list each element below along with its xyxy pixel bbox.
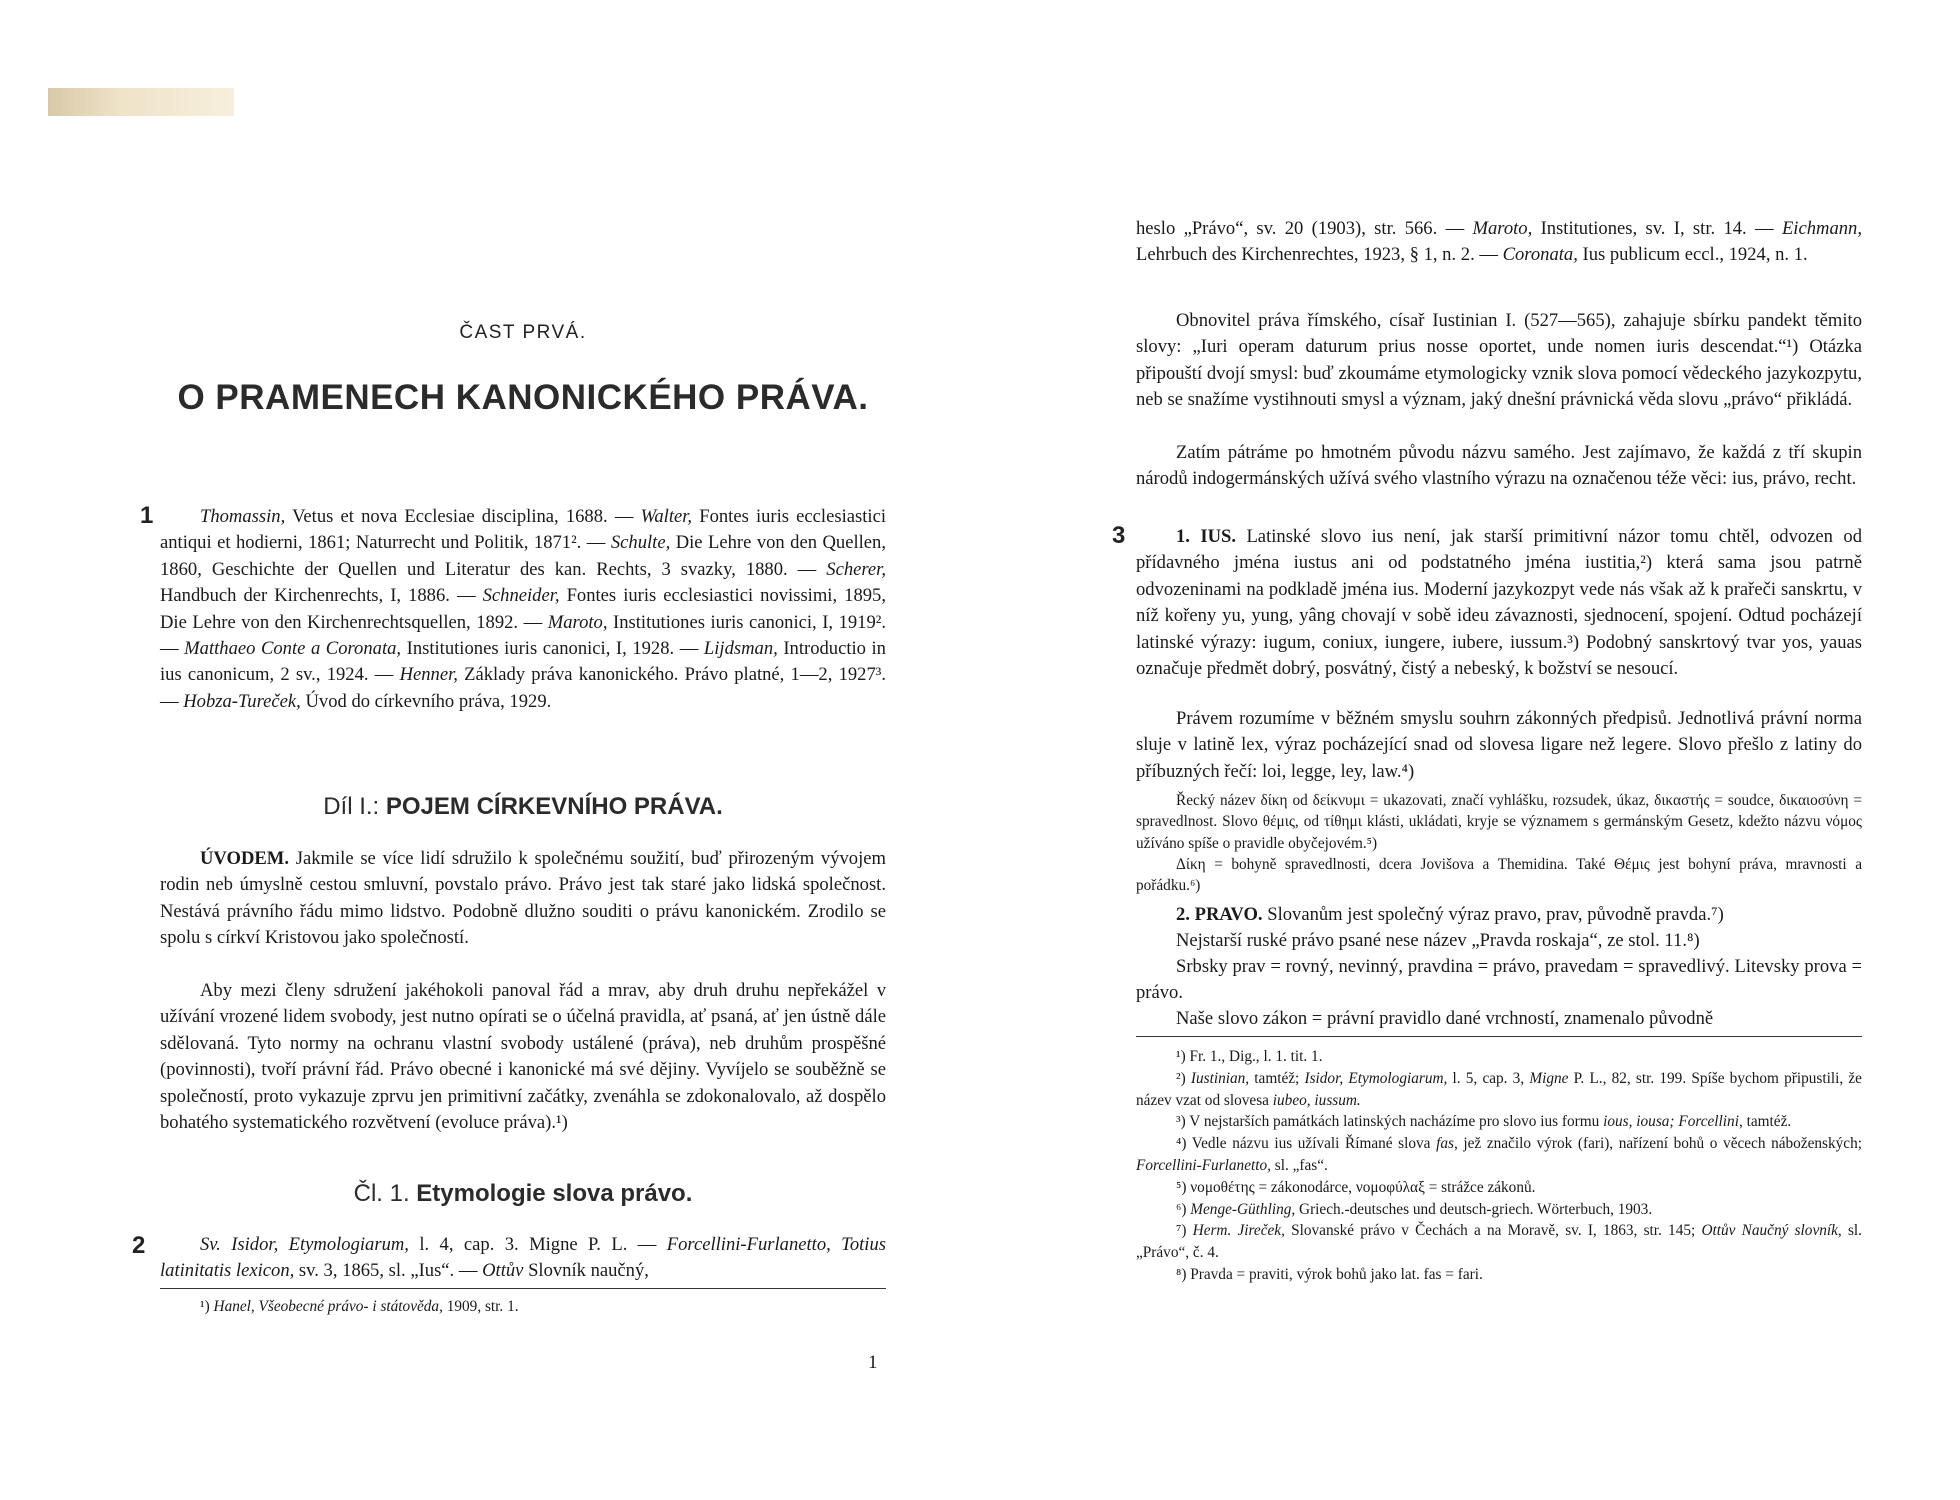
- text-run: tamtéž.: [1742, 1113, 1792, 1131]
- footnote-item: [160, 1296, 886, 1318]
- pravo-text: Slovanům jest společný výraz pravo, prav, původně pravda.⁷): [1262, 904, 1724, 925]
- margin-number-2: 2: [132, 1232, 146, 1259]
- italic-run: fas,: [1436, 1135, 1458, 1153]
- text-run: Fontes iuris ecclesiastici novissimi, 1895, Die Lehre von den Kirchenrechtsquellen, 1892. —: [160, 585, 886, 633]
- footnote-item: [1136, 1199, 1862, 1221]
- bibliography-2: [160, 1232, 886, 1285]
- italic-run: Coronata,: [1502, 244, 1578, 266]
- italic-run: Henner,: [399, 664, 458, 686]
- text-run: Fontes iuris ecclesiastici antiqui et hodierni, 1861; Naturrecht und Politik, 1871². —: [160, 506, 886, 554]
- italic-run: Isidor, Etymologiarum,: [1304, 1069, 1448, 1087]
- paragraph-pravem: Právem rozumíme v běžném smyslu souhrn zákonných předpisů. Jednotlivá právní norma sluje v latině lex, výraz pocházející snad od slovesa ligare než legere. Slovo přešlo z latiny do příbuzných řečí: loi, legge, ley, law.⁴): [1136, 708, 1862, 782]
- italic-run: Walter,: [640, 506, 693, 527]
- pravo-paragraph: [1136, 902, 1862, 928]
- italic-run: Hanel, Všeobecné právo- i státověda,: [213, 1298, 443, 1315]
- text-run: Institutiones iuris canonici, I, 1919². —: [160, 611, 886, 660]
- part-label: ČAST PRVÁ.: [459, 322, 587, 343]
- text-run: Introductio in ius canonicum, 2 sv., 1924. —: [160, 638, 886, 686]
- footnote-rule-left: [160, 1288, 886, 1289]
- text-run: ¹) Fr. 1., Dig., l. 1. tit. 1.: [1176, 1048, 1323, 1065]
- italic-run: iubeo, iussum.: [1272, 1091, 1361, 1109]
- italic-run: Iustinian,: [1190, 1069, 1250, 1087]
- footnote-item: [1136, 1177, 1862, 1199]
- ius-paragraph: [1136, 524, 1862, 682]
- italic-run: Sv. Isidor, Etymologiarum,: [200, 1234, 409, 1255]
- italic-run: Matthaeo Conte a Coronata,: [184, 638, 402, 660]
- text-run: ⁴) Vedle názvu ius užívali Římané slova: [1176, 1135, 1437, 1153]
- italic-run: Ottův Naučný slovník,: [1701, 1222, 1842, 1240]
- page-tab-strip: [48, 88, 234, 116]
- text-run: Handbuch der Kirchenrechts, I, 1886. —: [160, 585, 483, 607]
- footnote-item: [1136, 1220, 1862, 1264]
- text-run: sl. „Právo“, č. 4.: [1136, 1222, 1862, 1262]
- article-lead: Čl. 1.: [353, 1180, 410, 1207]
- italic-run: Ottův: [482, 1260, 524, 1282]
- uvodem-heading: ÚVODEM.: [200, 848, 289, 869]
- footnote-item: [1136, 1046, 1862, 1068]
- italic-run: Maroto,: [1472, 218, 1533, 239]
- margin-number-3: 3: [1112, 522, 1126, 549]
- section-lead: Díl I.:: [323, 793, 380, 820]
- text-run: jež značilo výrok (fari), nařízení bohů o věcech náboženských;: [1457, 1135, 1862, 1153]
- text-run: Institutiones iuris canonici, I, 1928. —: [401, 638, 704, 660]
- text-run: Ius publicum eccl., 1924, n. 1.: [1577, 244, 1808, 266]
- footnote-item: [1136, 1264, 1862, 1286]
- section-title-text: POJEM CÍRKEVNÍHO PRÁVA.: [379, 793, 723, 820]
- text-run: 1909, str. 1.: [442, 1298, 519, 1315]
- footnotes-right: [1136, 1046, 1862, 1286]
- italic-run: Schneider,: [482, 585, 560, 607]
- italic-run: Eichmann,: [1781, 218, 1862, 239]
- text-run: Slovník naučný,: [523, 1260, 649, 1282]
- italic-run: Menge-Güthling,: [1190, 1200, 1296, 1218]
- text-run: Lehrbuch des Kirchenrechtes, 1923, § 1, n. 2. —: [1136, 244, 1503, 266]
- footnote-left: [160, 1296, 886, 1318]
- paragraph-nejstarsi: Nejstarší ruské právo psané nese název „Pravda roskaja“, ze stol. 11.⁸): [1176, 930, 1700, 951]
- margin-number-1: 1: [140, 502, 154, 529]
- footnote-item: [1136, 1133, 1862, 1177]
- ius-text: Latinské slovo ius není, jak starší primitivní názor tomu chtěl, odvozen od přídavného jména iustus ani od podstatného jména iustitia,²) která sama jsou patrně odvozeninami na podkladě jména ius. Moderní jazykozpyt vede nás však až k prařeči sanskrtu, v níž kořeny yu, yung, yâng chovají v sobě ideu závaznosti, sjednocení, spojení. Odtud pocházejí latinské výrazy: iugum, coniux, iungere, iubere, iussum.³) Podobný sanskrtový tvar yos, yauas označuje předmět dobrý, posvátný, čistý a nebeský, k božství se nesoucí.: [1136, 526, 1862, 680]
- text-run: tamtéž;: [1249, 1069, 1305, 1087]
- text-run: ⁵) νομοθέτης = zákonodárce, νομοφύλαξ = strážce zákonů.: [1176, 1178, 1536, 1196]
- uvodem-text: Jakmile se více lidí sdružilo k společnému soužití, buď přirozeným vývojem rodin neb úmyslně cestou smluvní, povstalo právo. Právo jest tak staré jako lidská společnost. Nestává právního řádu mimo lidstvo. Podobně dlužno souditi o právu kanonickém. Zrodilo se spolu s církví Kristovou jako společností.: [160, 848, 886, 949]
- text-run: sv. 3, 1865, sl. „Ius“. —: [294, 1260, 483, 1282]
- part-title: O PRAMENECH KANONICKÉHO PRÁVA.: [177, 378, 869, 417]
- bibliography-1: [160, 504, 886, 715]
- text-run: ¹): [200, 1298, 214, 1315]
- text-run: Základy práva kanonického. Právo platné, 1—2, 1927³. —: [160, 664, 886, 712]
- italic-run: Forcellini-Furlanetto,: [1136, 1156, 1271, 1174]
- text-run: l. 4, cap. 3. Migne P. L. —: [408, 1234, 667, 1255]
- text-run: Slovanské právo v Čechách a na Moravě, sv. I, 1863, str. 145;: [1284, 1222, 1702, 1240]
- footnote-item: [1136, 1111, 1862, 1133]
- text-run: ⁷): [1176, 1222, 1193, 1240]
- text-run: Griech.-deutsches und deutsch-griech. Wörterbuch, 1903.: [1295, 1200, 1653, 1218]
- italic-run: Scherer,: [826, 558, 886, 580]
- italic-run: Schulte,: [610, 532, 671, 554]
- greek-note-1: Řecký název δίκη od δείκνυμι = ukazovati, značí vyhlášku, rozsudek, úkaz, δικαστής = soudce, δικαιοσύνη = spravedlnost. Slovo θέμις, od τίθημι klásti, ukládati, kryje se významem s germánským Gesetz, kdežto názvu νόμος užíváno spíše o pravidle obyčejovém.⁵): [1136, 792, 1862, 852]
- italic-run: Thomassin,: [200, 506, 286, 527]
- text-run: heslo „Právo“, sv. 20 (1903), str. 566. —: [1136, 218, 1473, 239]
- article-title: [160, 1180, 886, 1208]
- text-run: sl. „fas“.: [1270, 1156, 1328, 1174]
- paragraph-aby: Aby mezi členy sdružení jakéhokoli panoval řád a mrav, aby druh druhu nepřekážel v užívání vrozené lidem svobody, jest nutno opírati se o účelná pravidla, ať psaná, ať jen ústně dále sdělovaná. Tyto normy na ochranu vlastní svobody ustálené (práva), neb druhům prospěšné (povinnosti), tvoří právní řád. Právo obecné i kanonické má své dějiny. Vyvíjelo se souběžně se společností, proto vykazuje zprvu jen primitivní začátky, zvenáhla se zdokonalovalo, až dospělo bohatého systematického rozvětvení (evoluce práva).¹): [160, 980, 886, 1134]
- paragraph-zatim: Zatím pátráme po hmotném původu názvu samého. Jest zajímavo, že každá z tří skupin národů indogermánských užívá svého vlastního výrazu na označenou téže věci: ius, právo, recht.: [1136, 442, 1862, 490]
- bibliography-continued: [1136, 216, 1862, 269]
- greek-note-2: Δίκη = bohyně spravedlnosti, dcera Jovišova a Themidina. Také Θέμις jest bohyní práva, mravnosti a pořádku.⁶): [1136, 856, 1862, 895]
- paragraph-obnovitel: Obnovitel práva římského, císař Iustinian I. (527—565), zahajuje sbírku pandekt těmito slovy: „Iuri operam daturum prius nosse oportet, unde nomen iuris descendat.“¹) Otázka připouští dvojí smysl: buď zkoumáme etymologicky vznik slova pomocí vědeckého jazykozpytu, neb se snažíme vystihnouti smysl a význam, jaký dnešní právnická věda slovu „právo“ přikládá.: [1136, 310, 1862, 411]
- italic-run: ious, iousa; Forcellini,: [1603, 1113, 1743, 1131]
- text-run: ²): [1176, 1069, 1191, 1087]
- uvodem-paragraph: [160, 846, 886, 952]
- text-run: ⁸) Pravda = praviti, výrok bohů jako lat. fas = fari.: [1176, 1265, 1483, 1283]
- text-run: Institutiones, sv. I, str. 14. —: [1532, 218, 1782, 239]
- page-number: 1: [868, 1352, 878, 1373]
- pravo-heading: 2. PRAVO.: [1176, 904, 1263, 925]
- text-run: Die Lehre von den Quellen, 1860, Geschichte der Quellen und Literatur des kan. Rechts, 3 svazky, 1880. —: [160, 532, 886, 580]
- italic-run: Migne: [1529, 1069, 1569, 1087]
- text-run: Vetus et nova Ecclesiae disciplina, 1688. —: [285, 506, 641, 527]
- paragraph-srbsky: Srbsky prav = rovný, nevinný, pravdina = právo, pravedam = spravedlivý. Litevsky prova = právo.: [1136, 956, 1862, 1004]
- text-run: Úvod do církevního práva, 1929.: [300, 690, 552, 712]
- text-run: ³) V nejstarších památkách latinských nacházíme pro slovo ius formu: [1176, 1113, 1604, 1131]
- text-run: P. L., 82, str. 199. Spíše bychom připustili, že název vzat od slovesa: [1136, 1069, 1862, 1109]
- text-run: l. 5, cap. 3,: [1447, 1069, 1530, 1087]
- italic-run: Lijdsman,: [703, 638, 778, 660]
- italic-run: Hobza-Tureček,: [183, 690, 301, 712]
- ius-heading: 1. IUS.: [1176, 526, 1237, 547]
- italic-run: Maroto,: [547, 611, 608, 633]
- article-title-text: Etymologie slova právo.: [409, 1180, 693, 1207]
- paragraph-nase: Naše slovo zákon = právní pravidlo dané vrchností, znamenalo původně: [1176, 1008, 1714, 1029]
- footnote-rule-right: [1136, 1036, 1862, 1037]
- section-title: [160, 793, 886, 821]
- italic-run: Herm. Jireček,: [1192, 1222, 1285, 1240]
- text-run: ⁶): [1176, 1200, 1191, 1218]
- footnote-item: [1136, 1068, 1862, 1112]
- italic-run: Forcellini-Furlanetto, Totius latinitatis lexicon,: [160, 1234, 886, 1282]
